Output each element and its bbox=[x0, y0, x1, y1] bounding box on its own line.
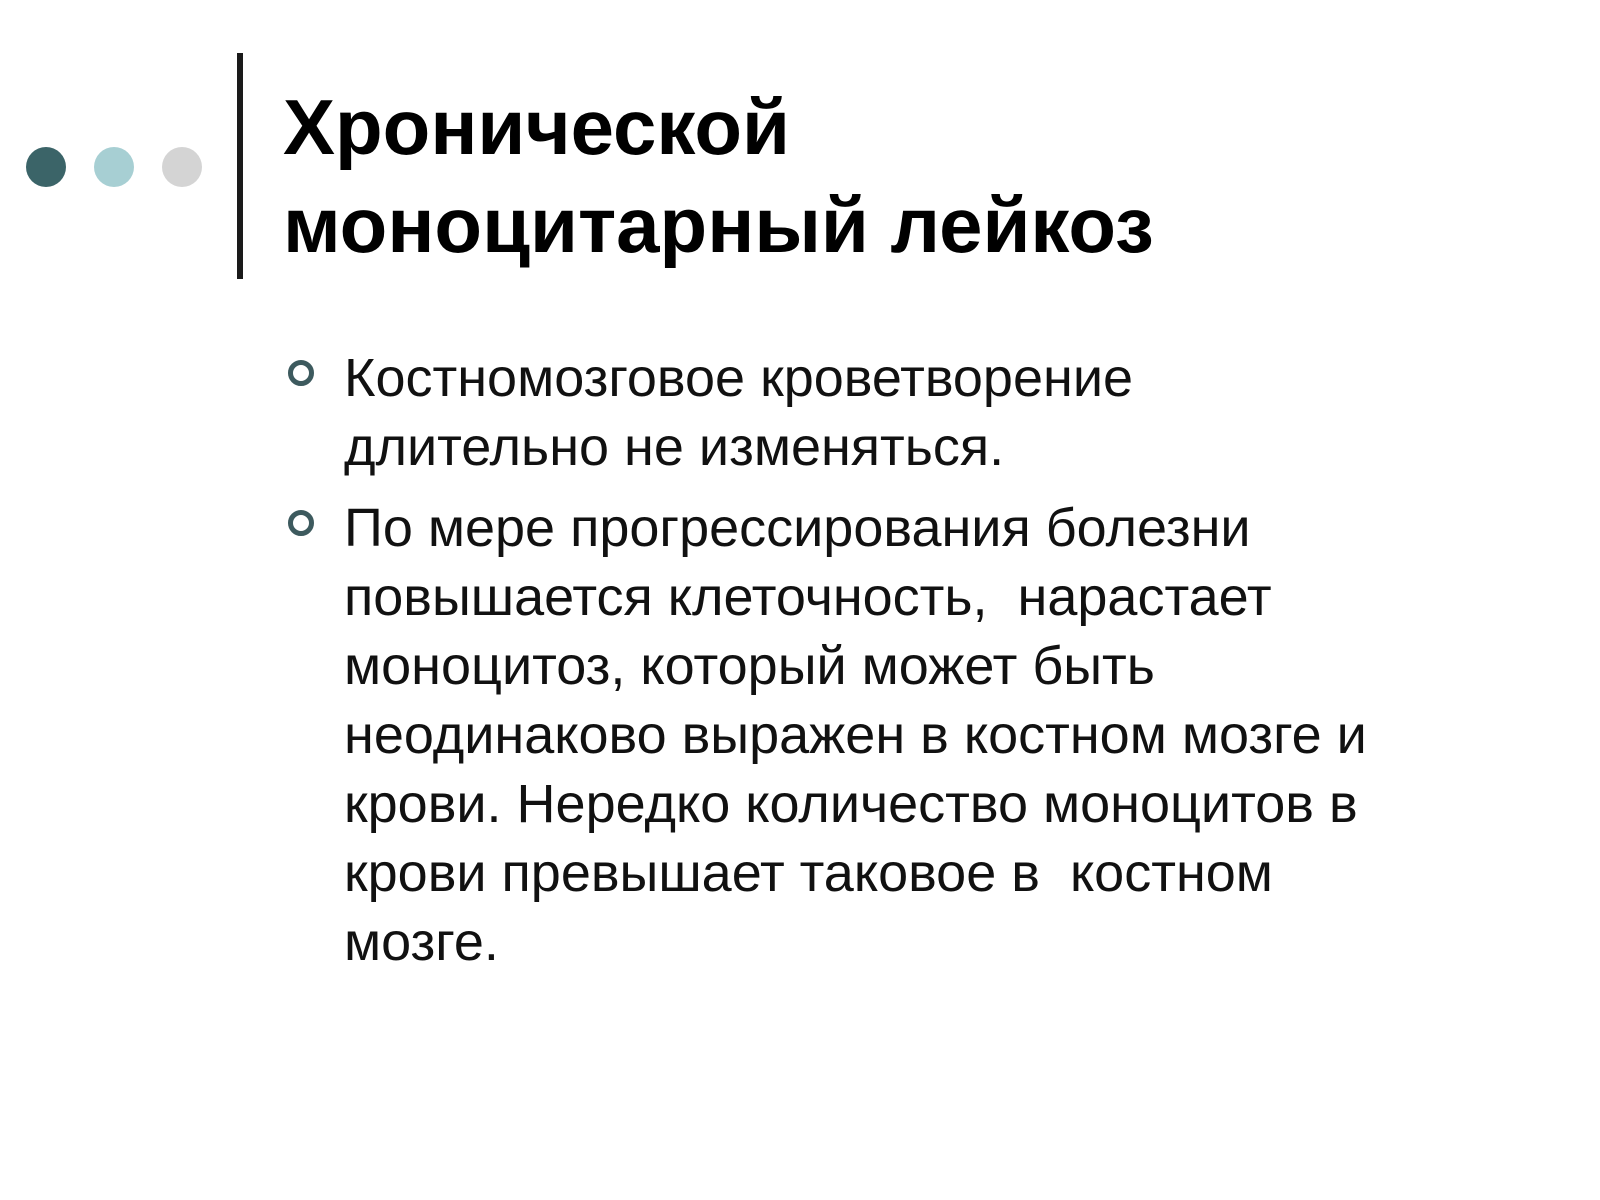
bullet-text-line: неодинаково выражен в костном мозге и bbox=[344, 705, 1367, 765]
bullet-text-line: По мере прогрессирования болезни bbox=[344, 498, 1251, 558]
bullet-list bbox=[284, 344, 1484, 989]
bullet-text-line: длительно не изменяться. bbox=[344, 417, 1005, 477]
decor-dot-dark-icon bbox=[26, 147, 66, 187]
decor-dot-gray-icon bbox=[162, 147, 202, 187]
title-line: Хронической bbox=[283, 83, 790, 171]
bullet-text-line: повышается клеточность, нарастает bbox=[344, 567, 1272, 627]
title-line: моноцитарный лейкоз bbox=[283, 181, 1154, 269]
bullet-item bbox=[284, 494, 1484, 977]
decor-dot-light-icon bbox=[94, 147, 134, 187]
bullet-text-line: мозге. bbox=[344, 912, 499, 972]
bullet-text-line: моноцитоз, который может быть bbox=[344, 636, 1155, 696]
bullet-text-line: крови. Нередко количество моноцитов в bbox=[344, 774, 1358, 834]
title-divider bbox=[237, 53, 243, 279]
hollow-circle-bullet-icon bbox=[288, 360, 314, 386]
bullet-item bbox=[284, 344, 1484, 482]
hollow-circle-bullet-icon bbox=[288, 510, 314, 536]
bullet-text-line: крови превышает таковое в костном bbox=[344, 843, 1273, 903]
bullet-text-line: Костномозговое кроветворение bbox=[344, 348, 1134, 408]
slide-title bbox=[283, 78, 1543, 274]
